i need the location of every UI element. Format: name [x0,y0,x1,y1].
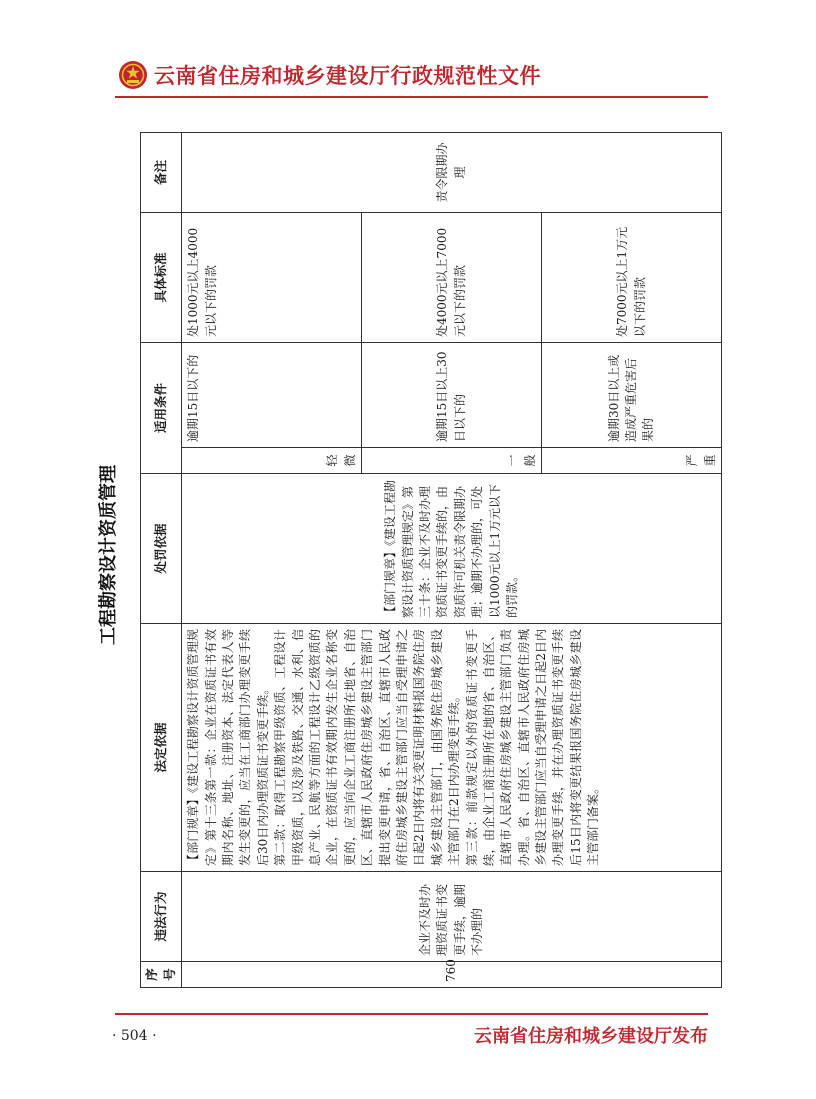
national-emblem-icon [118,60,148,90]
legal-basis-para-3: 第三款：前款规定以外的资质证书变更手续，由企业工商注册所在地的省、自治区、直辖市人民政府住房城乡建设主管部门负责办理。省、自治区、直辖市人民政府住房城乡建设主管部门应当自受理申请之日起2日内办理变更手续，并在办理资质证书变更手续后15日内将变更结果报国务院住房城乡建设主管部门备案。 [464,629,601,866]
header-standard: 具体标准 [141,212,182,342]
violation-cell: 企业不及时办理资质证书变更手续，逾期不办理的 [182,872,722,962]
legal-basis-cell [182,624,722,872]
condition-serious: 逾期30日以上或造成严重危害后果的 [542,342,722,447]
header-divider [115,96,708,98]
level-general: 一般 [362,448,542,474]
legal-basis-para-2: 第二款：取得工程勘察甲级资质、工程设计甲级资质，以及涉及铁路、交通、水利、信息产业、民航等方面的工程设计乙级资质的企业，在资质证书有效期内发生企业名称变更的，应当向企业工商注册所在地省、自治区、直辖市人民政府住房城乡建设主管部门提出变更申请，省、自治区、直辖市人民政府住房城乡建设主管部门应当自受理申请之日起2日内将有关变更证明材料报国务院住房城乡建设主管部门，由国务院住房城乡建设主管部门在2日内办理变更手续。 [273,629,462,866]
header-penalty-basis: 处罚依据 [141,474,182,624]
standard-minor: 处1000元以上4000元以下的罚款 [182,212,362,342]
footer-divider [115,1013,708,1015]
table-row [182,132,362,987]
standard-serious: 处7000元以上1万元以下的罚款 [542,212,722,342]
row-number: 760 [182,962,722,988]
remark-cell: 责令限期办理 [182,132,722,212]
footer-publisher: 云南省住房和城乡建设厅发布 [474,1026,708,1047]
penalty-table [140,132,722,988]
standard-general: 处4000元以上7000元以下的罚款 [362,212,542,342]
penalty-basis-cell: 【部门规章】《建设工程勘察设计资质管理规定》第三十条：企业不及时办理资质证书变更手续的，由资质许可机关责令限期办理；逾期不办理的，可处以1000元以上1万元以下的罚款。 [182,474,722,624]
legal-basis-para-1: 【部门规章】《建设工程勘察设计资质管理规定》第十三条第一款：企业在资质证书有效期内名称、地址、注册资本、法定代表人等发生变更的，应当在工商部门办理变更手续后30日内办理资质证书变更手续。 [186,629,270,866]
rotated-table-wrapper [140,133,717,988]
condition-minor: 逾期15日以下的 [182,342,362,447]
page-number: · 504 · [112,1028,157,1044]
header-legal-basis: 法定依据 [141,624,182,872]
header-violation: 违法行为 [141,872,182,962]
header-remark: 备注 [141,132,182,212]
document-header [118,58,541,92]
table-header-row [141,132,182,987]
condition-general: 逾期15日以上30日以下的 [362,342,542,447]
header-condition: 适用条件 [141,342,182,473]
header-no: 序号 [141,962,182,988]
header-title: 云南省住房和城乡建设厅行政规范性文件 [154,64,541,88]
level-serious: 严重 [542,448,722,474]
level-minor: 轻微 [182,448,362,474]
